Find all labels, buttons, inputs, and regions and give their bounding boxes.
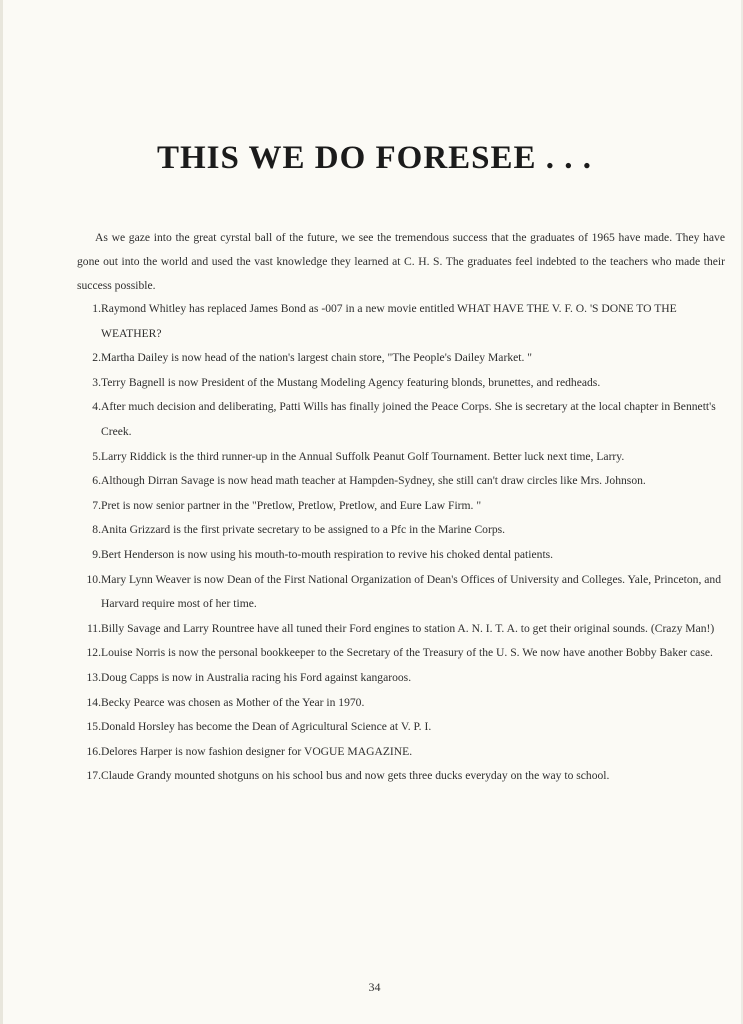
item-text: Mary Lynn Weaver is now Dean of the First National Organization of Dean's Offices of University and Colleges. Yale, Princeton, and Harvard require most of her time. bbox=[101, 572, 721, 611]
item-text: Becky Pearce was chosen as Mother of the Year in 1970. bbox=[101, 695, 365, 709]
item-text: Donald Horsley has become the Dean of Agricultural Science at V. P. I. bbox=[101, 720, 432, 734]
prophecy-list bbox=[77, 297, 727, 789]
item-number: 14. bbox=[86, 695, 101, 709]
item-text: Billy Savage and Larry Rountree have all tuned their Ford engines to station A. N. I. T. A. to get their original sounds. (Crazy Man!) bbox=[101, 621, 715, 635]
list-item bbox=[77, 641, 727, 666]
item-text: Pret is now senior partner in the "Pretlow, Pretlow, Pretlow, and Eure Law Firm. " bbox=[101, 498, 482, 512]
page-number: 34 bbox=[368, 980, 381, 994]
list-item bbox=[77, 740, 727, 765]
item-text: Delores Harper is now fashion designer for VOGUE MAGAZINE. bbox=[101, 744, 413, 758]
list-item bbox=[77, 568, 727, 617]
item-number: 13. bbox=[86, 670, 101, 684]
item-number: 4. bbox=[92, 400, 101, 414]
list-item bbox=[77, 371, 727, 396]
item-number: 16. bbox=[86, 744, 101, 758]
list-item bbox=[77, 691, 727, 716]
item-text: Raymond Whitley has replaced James Bond as -007 in a new movie entitled WHAT HAVE THE V. F. O. 'S DONE TO THE WEATHER? bbox=[101, 302, 677, 340]
item-number: 10. bbox=[86, 572, 101, 586]
list-item bbox=[77, 469, 727, 494]
list-item bbox=[77, 764, 727, 789]
item-number: 12. bbox=[86, 646, 101, 660]
item-number: 9. bbox=[92, 547, 101, 561]
item-text: Martha Dailey is now head of the nation's largest chain store, "The People's Dailey Market. " bbox=[101, 351, 533, 365]
item-text: After much decision and deliberating, Patti Wills has finally joined the Peace Corps. She is secretary at the local chapter in Bennett's Creek. bbox=[101, 400, 716, 438]
item-number: 7. bbox=[92, 498, 101, 512]
list-item bbox=[77, 715, 727, 740]
list-item bbox=[77, 297, 727, 346]
item-number: 3. bbox=[92, 375, 101, 389]
list-item bbox=[77, 445, 727, 470]
item-text: Although Dirran Savage is now head math teacher at Hampden-Sydney, she still can't draw circles like Mrs. Johnson. bbox=[101, 474, 646, 488]
intro-paragraph: As we gaze into the great cyrstal ball of the future, we see the tremendous success that the graduates of 1965 have made. They have gone out into the world and used the vast knowledge they learned at C. H. S. The graduates feel indebted to the teachers who made their success possible. bbox=[77, 231, 725, 292]
list-item bbox=[77, 494, 727, 519]
list-item bbox=[77, 543, 727, 568]
item-number: 2. bbox=[92, 351, 101, 365]
item-text: Anita Grizzard is the first private secretary to be assigned to a Pfc in the Marine Corps. bbox=[101, 523, 506, 537]
item-number: 6. bbox=[92, 474, 101, 488]
item-text: Claude Grandy mounted shotguns on his school bus and now gets three ducks everyday on the way to school. bbox=[101, 769, 610, 783]
item-number: 5. bbox=[92, 449, 101, 463]
item-text: Doug Capps is now in Australia racing his Ford against kangaroos. bbox=[101, 670, 412, 684]
item-text: Larry Riddick is the third runner-up in the Annual Suffolk Peanut Golf Tournament. Better luck next time, Larry. bbox=[101, 449, 625, 463]
item-text: Terry Bagnell is now President of the Mustang Modeling Agency featuring blonds, brunettes, and redheads. bbox=[101, 375, 601, 389]
list-item bbox=[77, 518, 727, 543]
item-number: 11. bbox=[86, 621, 101, 635]
item-text: Bert Henderson is now using his mouth-to-mouth respiration to revive his choked dental patients. bbox=[101, 547, 554, 561]
list-item bbox=[77, 395, 727, 444]
item-number: 15. bbox=[86, 720, 101, 734]
item-text: Louise Norris is now the personal bookkeeper to the Secretary of the Treasury of the U. S. We now have another Bobby Baker case. bbox=[101, 646, 713, 660]
list-item bbox=[77, 617, 727, 642]
page-title: THIS WE DO FORESEE . . . bbox=[156, 140, 593, 176]
item-number: 1. bbox=[92, 302, 101, 315]
list-item bbox=[77, 346, 727, 371]
list-item bbox=[77, 666, 727, 691]
item-number: 17. bbox=[86, 769, 101, 783]
item-number: 8. bbox=[92, 523, 101, 537]
